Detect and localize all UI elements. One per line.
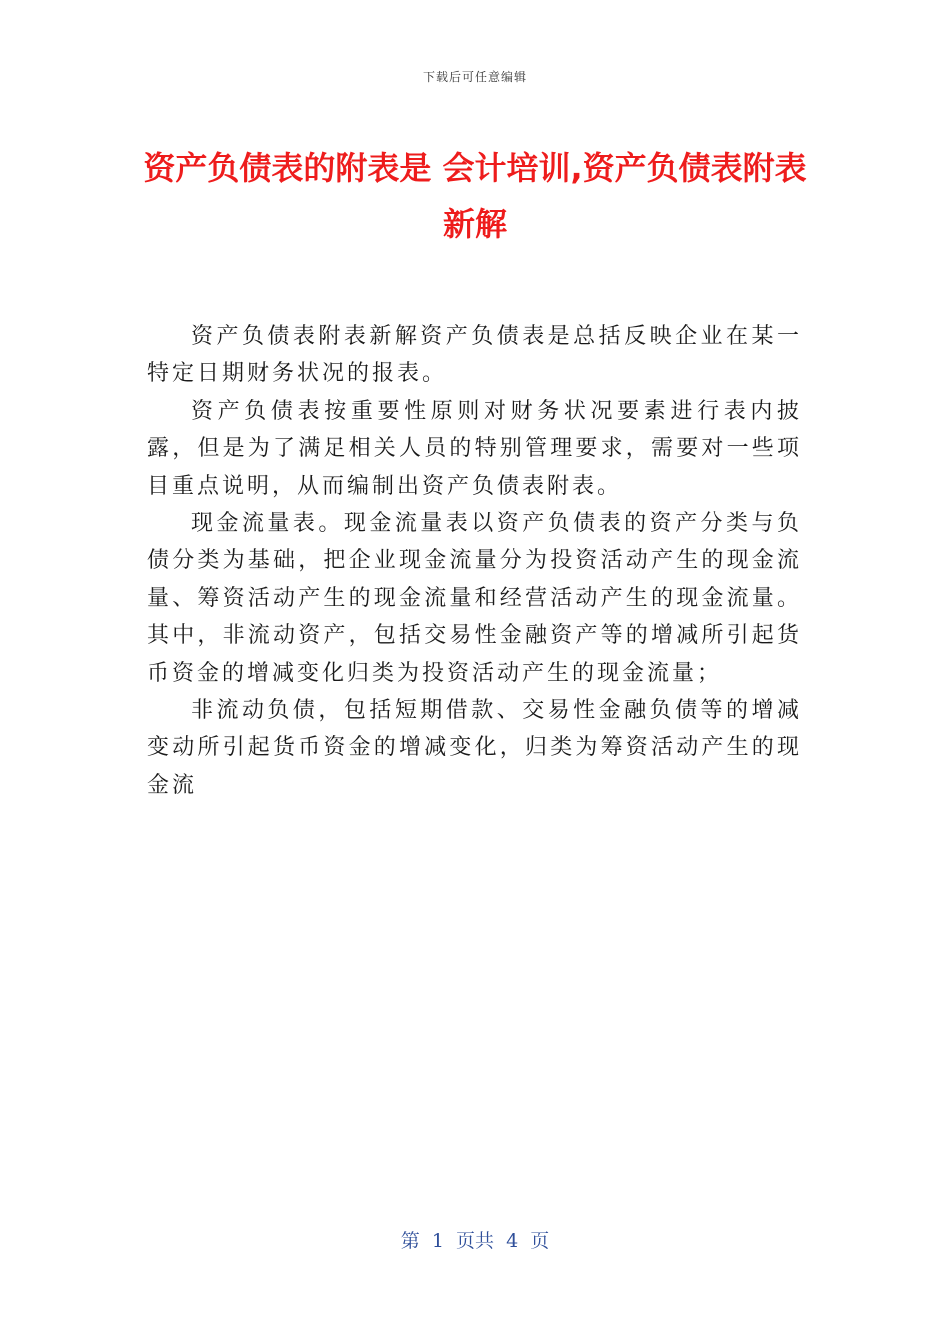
header-note: 下载后可任意编辑 <box>422 70 527 84</box>
document-body <box>147 318 802 804</box>
paragraph: 资产负债表按重要性原则对财务状况要素进行表内披露，但是为了满足相关人员的特别管理要求，需要对一些项目重点说明，从而编制出资产负债表附表。 <box>147 398 802 499</box>
document-title: 资产负债表的附表是 会计培训,资产负债表附表新解 <box>143 149 807 243</box>
page-number-footer: 第 1 页共 4 页 <box>400 1230 550 1252</box>
paragraph: 现金流量表。现金流量表以资产负债表的资产分类与负债分类为基础，把企业现金流量分为投资活动产生的现金流量、筹资活动产生的现金流量和经营活动产生的现金流量。其中，非流动资产，包括交易性金融资产等的增减所引起货币资金的增减变化归类为投资活动产生的现金流量； <box>147 511 802 686</box>
paragraph: 资产负债表附表新解资产负债表是总括反映企业在某一特定日期财务状况的报表。 <box>147 324 802 387</box>
paragraph: 非流动负债，包括短期借款、交易性金融负债等的增减变动所引起货币资金的增减变化，归类为筹资活动产生的现金流 <box>147 698 802 798</box>
